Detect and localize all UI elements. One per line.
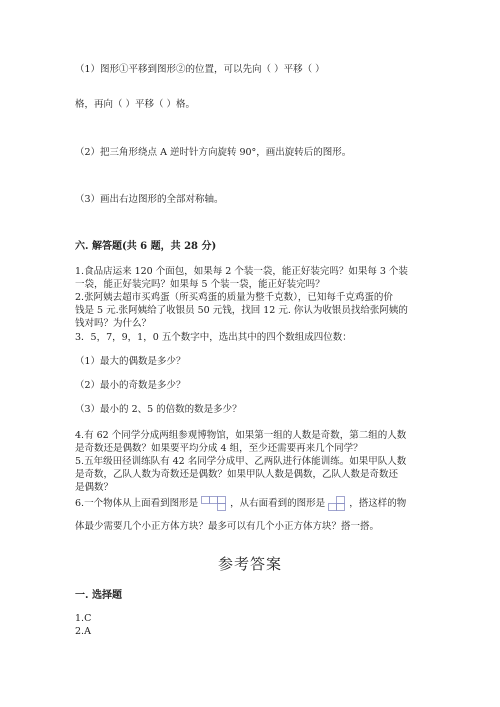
p3-subq1: （1）最大的偶数是多少？ [75,356,186,367]
p5-line1: 5.五年级田径训练队有 42 名同学分成甲、乙两队进行体能训练。如果甲队人数 [75,456,407,467]
p6-part3: ，搭这样的物 [349,498,407,509]
p4-line1: 4.有 62 个同学分成两组参观博物馆，如果第一组的人数是奇数，第二组的人数 [75,430,407,441]
answers-section1-heading: 一. 选择题 [75,590,122,601]
q2-text: （2）把三角形绕点 A 逆时针方向旋转 90°，画出旋转后的图形。 [75,147,352,158]
p2-line1: 2.张阿姨去超市买鸡蛋（所买鸡蛋的质量为整千克数），已知每千克鸡蛋的价 [75,292,393,303]
p3-subq3: （3）最小的 2、5 的倍数的数是多少？ [75,404,242,415]
p2-line2: 钱是 5 元.张阿姨给了收银员 50 元钱，找回 12 元. 你认为收银员找给张阿姨的 [75,305,408,316]
p3-subq2: （2）最小的奇数是多少？ [75,380,186,391]
right-view-grid-icon [328,496,346,511]
p6-line2: 体最少需要几个小正方体方块？最多可以有几个小正方体方块？搭一搭。 [75,521,380,532]
p6-line1 [75,496,406,511]
p3-text: 3．5，7，9，1，0 五个数字中，选出其中的四个数组成四位数： [75,332,352,343]
p4-line2: 是奇数还是偶数？如果要平均分成 4 组，至少还需要再来几个同学？ [75,443,363,454]
p1-line1: 1.食品店运来 120 个面包，如果每 2 个装一袋，能正好装完吗？如果每 3 个装 [75,266,408,277]
p1-line2: 一袋，能正好装完吗？如果每 5 个装一袋，能正好装完吗？ [75,279,325,290]
p5-line2: 是奇数，乙队人数为奇数还是偶数？如果甲队人数是偶数，乙队人数是奇数还 [75,469,399,480]
section6-heading: 六. 解答题(共 6 题，共 28 分) [75,241,217,252]
q3-text: （3）画出右边图形的全部对称轴。 [75,194,224,205]
top-view-grid-icon [201,496,227,511]
q1-line2: 格，再向（ ）平移（ ）格。 [75,99,196,110]
answer-2: 2.A [75,626,91,637]
p6-part2: ，从右面看到的图形是 [230,498,326,509]
p2-line3: 钱对吗？为什么？ [75,318,152,329]
answers-title: 参考答案 [217,555,282,573]
q1-line1: （1）图形①平移到图形②的位置，可以先向（ ）平移（ ） [75,64,325,75]
p6-part1: 6.一个物体从上面看到图形是 [75,498,199,509]
answer-1: 1.C [75,613,92,624]
p5-line3: 是偶数？ [75,482,114,493]
